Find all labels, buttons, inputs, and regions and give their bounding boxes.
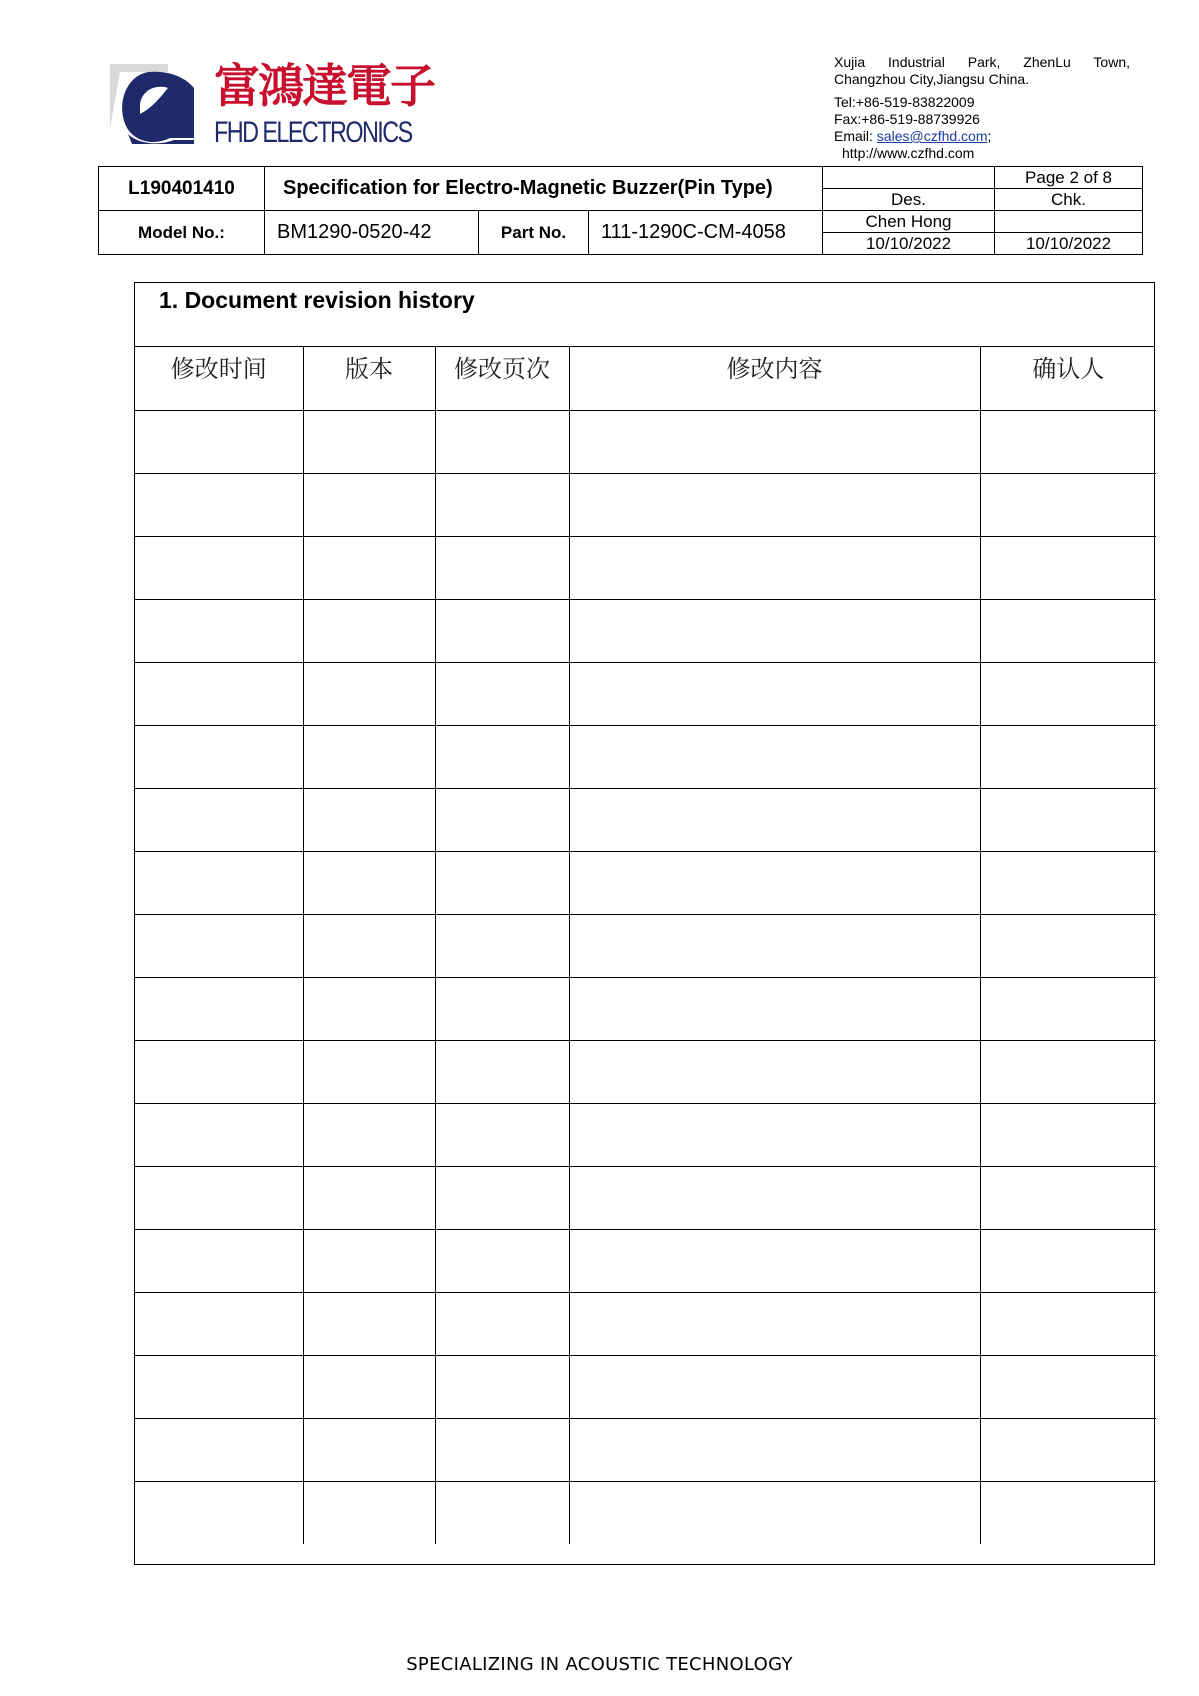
table-cell — [569, 599, 980, 662]
table-cell — [569, 662, 980, 725]
designer-date: 10/10/2022 — [823, 233, 995, 255]
fhd-logo-icon — [108, 58, 208, 154]
footer-slogan: SPECIALIZING IN ACOUSTIC TECHNOLOGY — [406, 1654, 793, 1675]
table-row — [135, 410, 1156, 473]
table-cell — [435, 1292, 569, 1355]
table-cell — [303, 1292, 435, 1355]
table-row — [135, 1355, 1156, 1418]
table-cell — [569, 1292, 980, 1355]
table-cell — [303, 1355, 435, 1418]
address-line-2: Changzhou City,Jiangsu China. — [834, 71, 1030, 87]
table-cell — [303, 851, 435, 914]
blank-cell — [823, 167, 995, 189]
table-cell — [135, 473, 303, 536]
designer-label: Des. — [823, 189, 995, 211]
table-cell — [569, 1229, 980, 1292]
table-cell — [980, 851, 1156, 914]
column-header: 修改页次 — [435, 347, 569, 410]
table-cell — [303, 725, 435, 788]
table-cell — [303, 599, 435, 662]
table-cell — [135, 1166, 303, 1229]
table-cell — [303, 977, 435, 1040]
table-row — [135, 725, 1156, 788]
table-row — [135, 1229, 1156, 1292]
table-cell — [435, 977, 569, 1040]
table-cell — [303, 788, 435, 851]
table-cell — [303, 1229, 435, 1292]
table-cell — [569, 1103, 980, 1166]
table-cell — [569, 1481, 980, 1544]
table-cell — [980, 1229, 1156, 1292]
part-label: Part No. — [479, 211, 589, 255]
table-cell — [303, 1418, 435, 1481]
table-cell — [980, 599, 1156, 662]
table-cell — [435, 1040, 569, 1103]
table-cell — [435, 473, 569, 536]
table-row — [135, 977, 1156, 1040]
table-cell — [303, 1040, 435, 1103]
table-cell — [135, 1040, 303, 1103]
table-cell — [435, 1481, 569, 1544]
table-row — [135, 1481, 1156, 1544]
table-cell — [980, 1292, 1156, 1355]
document-header-table — [98, 166, 1143, 255]
table-cell — [980, 1040, 1156, 1103]
table-cell — [303, 1103, 435, 1166]
table-cell — [135, 1292, 303, 1355]
telephone: Tel:+86-519-83822009 — [834, 94, 975, 110]
table-cell — [980, 788, 1156, 851]
table-cell — [135, 410, 303, 473]
model-label: Model No.: — [99, 211, 265, 255]
table-cell — [135, 788, 303, 851]
table-row — [135, 1292, 1156, 1355]
table-cell — [569, 1166, 980, 1229]
table-cell — [980, 914, 1156, 977]
table-row — [135, 1166, 1156, 1229]
company-name-en: FHD ELECTRONICS — [214, 116, 412, 149]
email-line — [834, 128, 1130, 145]
table-cell — [303, 662, 435, 725]
company-name-cn: 富鴻達電子 — [214, 59, 434, 113]
table-row — [135, 1103, 1156, 1166]
table-cell — [303, 410, 435, 473]
table-cell — [303, 473, 435, 536]
designer-name: Chen Hong — [823, 211, 995, 233]
table-cell — [980, 725, 1156, 788]
table-cell — [569, 851, 980, 914]
table-cell — [135, 977, 303, 1040]
table-cell — [980, 1103, 1156, 1166]
company-address-block — [834, 54, 1130, 162]
website: http://www.czfhd.com — [842, 145, 975, 161]
table-row — [135, 914, 1156, 977]
table-cell — [980, 473, 1156, 536]
column-header: 确认人 — [980, 347, 1156, 410]
table-row — [135, 473, 1156, 536]
table-cell — [569, 914, 980, 977]
table-cell — [135, 1355, 303, 1418]
table-cell — [135, 1481, 303, 1544]
table-cell — [303, 1166, 435, 1229]
table-cell — [303, 1481, 435, 1544]
table-cell — [435, 788, 569, 851]
table-cell — [135, 725, 303, 788]
company-logo — [108, 58, 434, 154]
table-cell — [980, 536, 1156, 599]
revision-history-table — [135, 347, 1156, 1544]
table-cell — [435, 914, 569, 977]
table-cell — [980, 662, 1156, 725]
document-id: L190401410 — [99, 167, 265, 211]
table-cell — [980, 1355, 1156, 1418]
fax: Fax:+86-519-88739926 — [834, 111, 980, 127]
table-cell — [435, 410, 569, 473]
table-cell — [569, 1418, 980, 1481]
table-cell — [569, 1040, 980, 1103]
table-cell — [135, 536, 303, 599]
page-number: Page 2 of 8 — [995, 167, 1143, 189]
revision-history-title: 1. Document revision history — [135, 283, 1154, 347]
column-header: 修改内容 — [569, 347, 980, 410]
table-cell — [135, 1229, 303, 1292]
table-cell — [980, 1418, 1156, 1481]
table-cell — [569, 410, 980, 473]
table-cell — [569, 977, 980, 1040]
table-cell — [435, 1166, 569, 1229]
table-cell — [135, 1103, 303, 1166]
document-title: Specification for Electro-Magnetic Buzzer(Pin Type) — [265, 167, 823, 211]
column-header: 版本 — [303, 347, 435, 410]
table-cell — [980, 1481, 1156, 1544]
table-cell — [435, 1229, 569, 1292]
checker-label: Chk. — [995, 189, 1143, 211]
table-cell — [135, 914, 303, 977]
table-cell — [435, 1418, 569, 1481]
table-cell — [980, 410, 1156, 473]
table-row — [135, 788, 1156, 851]
table-cell — [435, 725, 569, 788]
table-cell — [135, 851, 303, 914]
table-cell — [569, 725, 980, 788]
table-cell — [569, 1355, 980, 1418]
email-label: Email: — [834, 128, 877, 144]
table-cell — [569, 536, 980, 599]
email-link[interactable]: sales@czfhd.com — [876, 128, 988, 144]
table-cell — [980, 1166, 1156, 1229]
table-cell — [135, 662, 303, 725]
column-header: 修改时间 — [135, 347, 303, 410]
table-cell — [435, 1355, 569, 1418]
checker-date: 10/10/2022 — [995, 233, 1143, 255]
table-cell — [569, 473, 980, 536]
table-cell — [303, 536, 435, 599]
table-cell — [569, 788, 980, 851]
address-line-1: Xujia Industrial Park, ZhenLu Town, — [834, 54, 1130, 70]
part-value: 111-1290C-CM-4058 — [589, 211, 823, 255]
table-cell — [435, 851, 569, 914]
table-row — [135, 599, 1156, 662]
checker-name — [995, 211, 1143, 233]
table-row — [135, 851, 1156, 914]
table-cell — [303, 914, 435, 977]
table-cell — [435, 536, 569, 599]
table-cell — [980, 977, 1156, 1040]
table-row — [135, 662, 1156, 725]
table-cell — [135, 599, 303, 662]
revision-history-section — [134, 282, 1155, 1565]
table-cell — [435, 599, 569, 662]
table-cell — [135, 1418, 303, 1481]
table-row — [135, 536, 1156, 599]
table-cell — [435, 662, 569, 725]
model-value: BM1290-0520-42 — [265, 211, 479, 255]
table-row — [135, 1040, 1156, 1103]
table-cell — [435, 1103, 569, 1166]
revision-rows — [135, 410, 1156, 1544]
email-suffix: ; — [987, 128, 992, 144]
table-row — [135, 1418, 1156, 1481]
